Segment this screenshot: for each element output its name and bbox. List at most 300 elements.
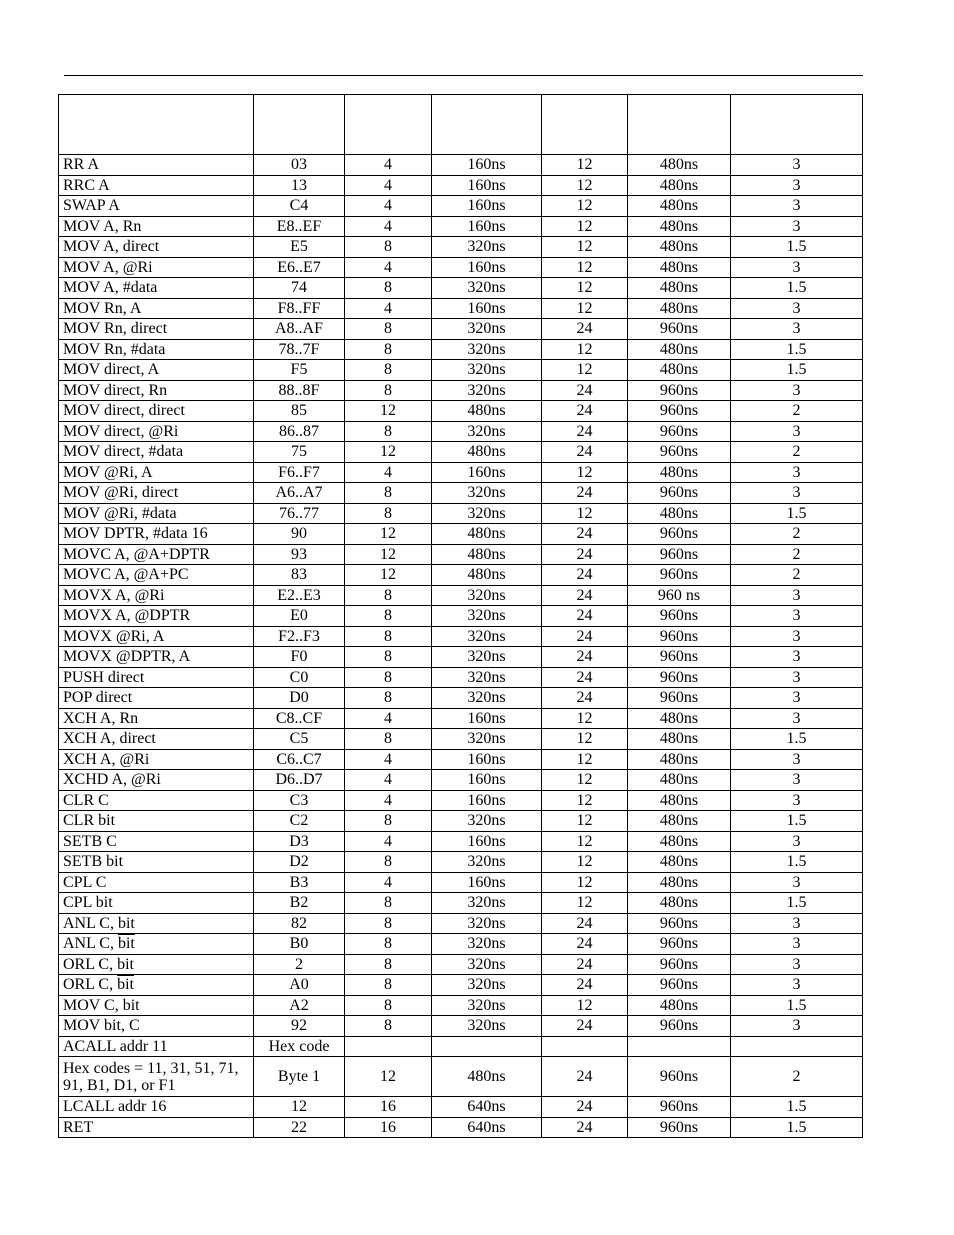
opcode-cell-text: F6..F7 bbox=[278, 463, 320, 481]
ratio-cell-text: 2 bbox=[792, 1068, 801, 1085]
ratio-cell-text: 3 bbox=[792, 156, 801, 174]
cycles-cell-text: 24 bbox=[576, 525, 593, 543]
time-cell-text: 480ns bbox=[659, 812, 699, 830]
opcode-cell bbox=[254, 360, 345, 381]
time-cell-text: 320ns bbox=[467, 976, 506, 994]
opcode-cell bbox=[254, 1016, 345, 1037]
mnemonic-cell bbox=[59, 872, 254, 893]
cycles-cell bbox=[542, 729, 628, 750]
time-cell bbox=[628, 1097, 731, 1118]
cycles-cell bbox=[542, 647, 628, 668]
cycles-cell-text: 4 bbox=[384, 832, 392, 850]
time-cell bbox=[432, 934, 542, 955]
ratio-cell-text: 2 bbox=[792, 525, 801, 543]
time-cell-text: 320ns bbox=[467, 484, 506, 502]
cycles-cell-text: 8 bbox=[384, 976, 392, 994]
ratio-cell bbox=[731, 831, 863, 852]
mnemonic-cell-text: MOV direct, direct bbox=[63, 402, 185, 420]
opcode-cell-text: C6..C7 bbox=[276, 750, 322, 768]
time-cell bbox=[628, 708, 731, 729]
mnemonic-cell bbox=[59, 257, 254, 278]
opcode-cell bbox=[254, 934, 345, 955]
ratio-cell bbox=[731, 1036, 863, 1057]
ratio-cell-text: 3 bbox=[792, 299, 801, 317]
mnemonic-cell bbox=[59, 1057, 254, 1097]
mnemonic-cell bbox=[59, 749, 254, 770]
mnemonic-cell-text: CLR C bbox=[63, 791, 109, 809]
time-cell-text: 480ns bbox=[659, 156, 699, 174]
opcode-cell-text: 83 bbox=[291, 566, 307, 584]
cycles-cell-text: 8 bbox=[384, 627, 392, 645]
time-cell-text: 480ns bbox=[659, 894, 699, 912]
opcode-cell bbox=[254, 606, 345, 627]
cycles-cell bbox=[542, 770, 628, 791]
cycles-cell-text: 4 bbox=[384, 258, 392, 276]
time-cell bbox=[628, 524, 731, 545]
opcode-cell bbox=[254, 872, 345, 893]
opcode-cell bbox=[254, 954, 345, 975]
cycles-cell-text: 12 bbox=[576, 258, 593, 276]
time-cell-text: 320ns bbox=[467, 320, 506, 338]
cycles-cell bbox=[542, 380, 628, 401]
opcode-cell bbox=[254, 1097, 345, 1118]
cycles-cell bbox=[542, 954, 628, 975]
time-cell bbox=[628, 729, 731, 750]
table-row bbox=[59, 913, 863, 934]
time-cell bbox=[432, 831, 542, 852]
mnemonic-cell-text: MOV A, #data bbox=[63, 279, 158, 297]
cycles-cell-text: 8 bbox=[384, 607, 392, 625]
time-cell-text: 640ns bbox=[467, 1118, 506, 1136]
cycles-cell-text: 24 bbox=[576, 668, 593, 686]
time-cell bbox=[432, 421, 542, 442]
table-row bbox=[59, 975, 863, 996]
time-cell-text: 320ns bbox=[467, 853, 506, 871]
time-cell bbox=[628, 380, 731, 401]
opcode-cell-text: E6..E7 bbox=[277, 258, 321, 276]
table-row bbox=[59, 175, 863, 196]
complement-bit-text: bit bbox=[117, 935, 135, 953]
cycles-cell bbox=[542, 544, 628, 565]
opcode-cell-text: Byte 1 bbox=[277, 1068, 321, 1085]
time-cell bbox=[628, 360, 731, 381]
cycles-cell-text: 12 bbox=[576, 873, 593, 891]
cycles-cell-text: 8 bbox=[384, 935, 392, 953]
time-cell-text: 480ns bbox=[659, 258, 699, 276]
time-cell-text: 960ns bbox=[659, 955, 699, 973]
table-row bbox=[59, 852, 863, 873]
cycles-cell bbox=[345, 278, 432, 299]
table-row bbox=[59, 770, 863, 791]
cycles-cell bbox=[542, 975, 628, 996]
time-cell-text: 320ns bbox=[467, 996, 506, 1014]
ratio-cell-text: 3 bbox=[792, 258, 801, 276]
time-cell bbox=[432, 298, 542, 319]
mnemonic-cell bbox=[59, 360, 254, 381]
opcode-cell-text: F5 bbox=[290, 361, 308, 379]
time-cell bbox=[628, 688, 731, 709]
table-row bbox=[59, 319, 863, 340]
opcode-cell-text: 88..8F bbox=[278, 381, 320, 399]
cycles-cell bbox=[345, 319, 432, 340]
time-cell bbox=[432, 852, 542, 873]
time-cell-text: 320ns bbox=[467, 422, 506, 440]
mnemonic-cell bbox=[59, 688, 254, 709]
opcode-cell-text: C0 bbox=[289, 668, 309, 686]
time-cell-text: 320ns bbox=[467, 279, 506, 297]
opcode-cell bbox=[254, 811, 345, 832]
ratio-cell bbox=[731, 1097, 863, 1118]
ratio-cell-text: 2 bbox=[792, 566, 801, 584]
cycles-cell bbox=[542, 155, 628, 176]
time-cell-text: 320ns bbox=[467, 935, 506, 953]
time-cell bbox=[432, 196, 542, 217]
time-cell-text: 480ns bbox=[659, 238, 699, 256]
opcode-cell-text: C5 bbox=[289, 730, 309, 748]
mnemonic-cell bbox=[59, 237, 254, 258]
time-cell bbox=[628, 667, 731, 688]
time-cell bbox=[628, 257, 731, 278]
mnemonic-cell bbox=[59, 913, 254, 934]
opcode-cell-text: 22 bbox=[291, 1118, 307, 1136]
cycles-cell bbox=[542, 565, 628, 586]
time-cell-text: 480ns bbox=[467, 566, 506, 584]
time-cell-text: 320ns bbox=[467, 894, 506, 912]
opcode-cell-text: 03 bbox=[291, 156, 307, 174]
ratio-cell-text: 1.5 bbox=[786, 238, 807, 256]
cycles-cell bbox=[542, 257, 628, 278]
cycles-cell-text: 24 bbox=[576, 1068, 593, 1085]
table-row bbox=[59, 380, 863, 401]
mnemonic-cell-text: POP direct bbox=[63, 689, 133, 707]
cycles-cell-text: 12 bbox=[380, 545, 396, 563]
cycles-cell bbox=[345, 770, 432, 791]
opcode-cell-text: C3 bbox=[289, 791, 309, 809]
time-cell-text: 640ns bbox=[467, 1098, 506, 1116]
opcode-cell bbox=[254, 216, 345, 237]
time-cell bbox=[432, 975, 542, 996]
mnemonic-cell bbox=[59, 442, 254, 463]
time-cell bbox=[628, 421, 731, 442]
mnemonic-cell-text: MOV @Ri, A bbox=[63, 463, 153, 481]
cycles-cell-text: 8 bbox=[384, 914, 392, 932]
cycles-cell-text: 12 bbox=[380, 402, 396, 420]
cycles-cell bbox=[542, 483, 628, 504]
ratio-cell-text: 3 bbox=[792, 955, 801, 973]
time-cell bbox=[628, 298, 731, 319]
opcode-cell-text: 12 bbox=[291, 1098, 307, 1116]
table-row bbox=[59, 401, 863, 422]
table-row bbox=[59, 790, 863, 811]
cycles-cell-text: 24 bbox=[576, 566, 593, 584]
table-row bbox=[59, 954, 863, 975]
ratio-cell bbox=[731, 1117, 863, 1138]
cycles-cell bbox=[345, 360, 432, 381]
mnemonic-cell-text: ANL C, bbox=[63, 935, 118, 953]
cycles-cell-text: 8 bbox=[384, 320, 392, 338]
time-cell-text: 480ns bbox=[659, 832, 699, 850]
cycles-cell bbox=[345, 421, 432, 442]
ratio-cell-text: 3 bbox=[792, 668, 801, 686]
time-cell-text: 320ns bbox=[467, 504, 506, 522]
time-cell bbox=[432, 155, 542, 176]
mnemonic-cell bbox=[59, 339, 254, 360]
opcode-cell-text: 74 bbox=[291, 279, 307, 297]
time-cell-text: 960ns bbox=[659, 914, 699, 932]
cycles-cell-text: 8 bbox=[384, 484, 392, 502]
time-cell bbox=[628, 483, 731, 504]
mnemonic-cell bbox=[59, 278, 254, 299]
table-row bbox=[59, 421, 863, 442]
cycles-cell-text: 4 bbox=[384, 197, 392, 215]
opcode-cell bbox=[254, 852, 345, 873]
cycles-cell-text: 24 bbox=[576, 381, 593, 399]
mnemonic-cell-text: CPL C bbox=[63, 873, 107, 891]
cycles-cell bbox=[345, 462, 432, 483]
mnemonic-cell bbox=[59, 503, 254, 524]
mnemonic-cell-text: SWAP A bbox=[63, 197, 120, 215]
time-cell bbox=[628, 585, 731, 606]
ratio-cell-text: 1.5 bbox=[786, 996, 807, 1014]
ratio-cell-text: 2 bbox=[792, 402, 801, 420]
opcode-cell-text: 75 bbox=[291, 443, 307, 461]
ratio-cell bbox=[731, 749, 863, 770]
mnemonic-cell bbox=[59, 729, 254, 750]
mnemonic-cell-text: CLR bit bbox=[63, 812, 116, 830]
cycles-cell-text: 8 bbox=[384, 689, 392, 707]
ratio-cell bbox=[731, 565, 863, 586]
cycles-cell bbox=[542, 872, 628, 893]
mnemonic-cell-text: PUSH direct bbox=[63, 668, 145, 686]
time-cell-text: 320ns bbox=[467, 1017, 506, 1035]
cycles-cell-text: 8 bbox=[384, 894, 392, 912]
time-cell bbox=[432, 1036, 542, 1057]
cycles-cell-text: 8 bbox=[384, 648, 392, 666]
time-cell bbox=[432, 462, 542, 483]
opcode-cell bbox=[254, 667, 345, 688]
time-cell-text: 320ns bbox=[467, 668, 506, 686]
mnemonic-cell-text: MOV @Ri, #data bbox=[63, 504, 177, 522]
cycles-cell-text: 24 bbox=[576, 1098, 593, 1116]
opcode-cell bbox=[254, 749, 345, 770]
mnemonic-cell bbox=[59, 995, 254, 1016]
opcode-cell bbox=[254, 319, 345, 340]
table-row bbox=[59, 155, 863, 176]
ratio-cell-text: 3 bbox=[792, 873, 801, 891]
opcode-cell bbox=[254, 175, 345, 196]
cycles-cell-text: 12 bbox=[576, 996, 593, 1014]
time-cell bbox=[628, 544, 731, 565]
cycles-cell bbox=[345, 565, 432, 586]
table-row bbox=[59, 544, 863, 565]
time-cell-text: 480ns bbox=[467, 443, 506, 461]
ratio-cell-text: 3 bbox=[792, 176, 801, 194]
time-cell-text: 480ns bbox=[659, 279, 699, 297]
mnemonic-cell bbox=[59, 893, 254, 914]
ratio-cell bbox=[731, 298, 863, 319]
mnemonic-cell-text: XCH A, direct bbox=[63, 730, 156, 748]
cycles-cell-text: 4 bbox=[384, 771, 392, 789]
cycles-cell bbox=[542, 319, 628, 340]
time-cell-text: 960ns bbox=[659, 648, 699, 666]
cycles-cell bbox=[542, 626, 628, 647]
ratio-cell-text: 1.5 bbox=[786, 1118, 807, 1136]
time-cell-text: 960ns bbox=[659, 320, 699, 338]
ratio-cell bbox=[731, 688, 863, 709]
table-row bbox=[59, 729, 863, 750]
ratio-cell bbox=[731, 811, 863, 832]
opcode-cell bbox=[254, 708, 345, 729]
ratio-cell-text: 3 bbox=[792, 1017, 801, 1035]
opcode-cell-text: B0 bbox=[289, 935, 309, 953]
mnemonic-cell-text: ORL C, bbox=[63, 976, 118, 994]
opcode-cell-text: D2 bbox=[289, 853, 309, 871]
time-cell bbox=[432, 749, 542, 770]
opcode-cell-text: A2 bbox=[289, 996, 309, 1014]
cycles-cell bbox=[542, 1036, 628, 1057]
cycles-cell bbox=[345, 975, 432, 996]
time-cell bbox=[432, 729, 542, 750]
time-cell bbox=[628, 196, 731, 217]
time-cell bbox=[432, 626, 542, 647]
mnemonic-cell bbox=[59, 811, 254, 832]
cycles-cell bbox=[345, 831, 432, 852]
ratio-cell-text: 3 bbox=[792, 217, 801, 235]
cycles-cell-text: 12 bbox=[576, 156, 593, 174]
ratio-cell-text: 3 bbox=[792, 976, 801, 994]
time-cell bbox=[628, 831, 731, 852]
ratio-cell-text: 2 bbox=[792, 443, 801, 461]
ratio-cell bbox=[731, 975, 863, 996]
mnemonic-cell bbox=[59, 565, 254, 586]
cycles-cell bbox=[542, 708, 628, 729]
time-cell-text: 960ns bbox=[659, 1098, 699, 1116]
table-row bbox=[59, 585, 863, 606]
mnemonic-cell-text: MOV A, Rn bbox=[63, 217, 142, 235]
mnemonic-cell bbox=[59, 1117, 254, 1138]
opcode-cell-text: 2 bbox=[295, 955, 303, 973]
cycles-cell bbox=[542, 606, 628, 627]
header-cell bbox=[628, 95, 731, 155]
table-row bbox=[59, 1117, 863, 1138]
time-cell bbox=[432, 585, 542, 606]
mnemonic-cell-text: MOV bit, C bbox=[63, 1017, 140, 1035]
ratio-cell-text: 3 bbox=[792, 197, 801, 215]
ratio-cell bbox=[731, 155, 863, 176]
mnemonic-cell bbox=[59, 831, 254, 852]
opcode-cell bbox=[254, 626, 345, 647]
time-cell-text: 960ns bbox=[659, 607, 699, 625]
table-row bbox=[59, 462, 863, 483]
table-row bbox=[59, 565, 863, 586]
mnemonic-cell bbox=[59, 421, 254, 442]
table-row bbox=[59, 934, 863, 955]
ratio-cell bbox=[731, 196, 863, 217]
ratio-cell bbox=[731, 360, 863, 381]
time-cell bbox=[432, 1117, 542, 1138]
cycles-cell bbox=[345, 483, 432, 504]
time-cell-text: 480ns bbox=[659, 176, 699, 194]
time-cell bbox=[432, 565, 542, 586]
opcode-cell bbox=[254, 975, 345, 996]
time-cell bbox=[432, 237, 542, 258]
time-cell-text: 960ns bbox=[659, 627, 699, 645]
cycles-cell bbox=[345, 708, 432, 729]
cycles-cell-text: 4 bbox=[384, 463, 392, 481]
opcode-cell-text: 76..77 bbox=[279, 504, 319, 522]
ratio-cell-text: 3 bbox=[792, 381, 801, 399]
time-cell-text: 960 ns bbox=[657, 586, 701, 604]
mnemonic-cell-text: RR A bbox=[63, 156, 100, 174]
cycles-cell bbox=[542, 831, 628, 852]
ratio-cell bbox=[731, 483, 863, 504]
time-cell-text: 160ns bbox=[467, 709, 506, 727]
opcode-cell bbox=[254, 442, 345, 463]
cycles-cell-text: 12 bbox=[380, 566, 396, 584]
time-cell bbox=[628, 872, 731, 893]
cycles-cell bbox=[542, 442, 628, 463]
cycles-cell-text: 12 bbox=[380, 525, 396, 543]
header-rule bbox=[64, 75, 863, 76]
ratio-cell bbox=[731, 708, 863, 729]
time-cell bbox=[432, 503, 542, 524]
ratio-cell bbox=[731, 913, 863, 934]
time-cell bbox=[628, 237, 731, 258]
mnemonic-cell bbox=[59, 954, 254, 975]
cycles-cell bbox=[542, 175, 628, 196]
cycles-cell-text: 24 bbox=[576, 545, 593, 563]
cycles-cell-text: 24 bbox=[576, 402, 593, 420]
mnemonic-cell-text: CPL bit bbox=[63, 894, 113, 912]
time-cell-text: 960ns bbox=[659, 525, 699, 543]
cycles-cell bbox=[542, 360, 628, 381]
mnemonic-cell bbox=[59, 196, 254, 217]
mnemonic-cell-text: RET bbox=[63, 1118, 94, 1136]
ratio-cell-text: 3 bbox=[792, 914, 801, 932]
opcode-cell bbox=[254, 1117, 345, 1138]
opcode-cell bbox=[254, 831, 345, 852]
cycles-cell bbox=[542, 298, 628, 319]
opcode-cell bbox=[254, 524, 345, 545]
table-row bbox=[59, 360, 863, 381]
opcode-cell bbox=[254, 585, 345, 606]
cycles-cell-text: 24 bbox=[576, 586, 593, 604]
time-cell-text: 160ns bbox=[467, 299, 506, 317]
time-cell bbox=[432, 1057, 542, 1097]
cycles-cell-text: 24 bbox=[576, 1118, 593, 1136]
cycles-cell-text: 8 bbox=[384, 586, 392, 604]
cycles-cell-text: 12 bbox=[576, 750, 593, 768]
mnemonic-cell-text: LCALL addr 16 bbox=[63, 1098, 167, 1116]
cycles-cell-text: 12 bbox=[576, 771, 593, 789]
mnemonic-cell-text: MOVC A, @A+DPTR bbox=[63, 545, 210, 563]
opcode-cell-text: F8..FF bbox=[277, 299, 321, 317]
cycles-cell bbox=[345, 872, 432, 893]
cycles-cell-text: 8 bbox=[384, 238, 392, 256]
header-cell bbox=[59, 95, 254, 155]
mnemonic-cell-text: XCH A, Rn bbox=[63, 709, 139, 727]
mnemonic-cell-text: MOVX A, @Ri bbox=[63, 586, 165, 604]
time-cell-text: 960ns bbox=[659, 1118, 699, 1136]
mnemonic-cell bbox=[59, 524, 254, 545]
mnemonic-cell-text: MOV direct, #data bbox=[63, 443, 184, 461]
time-cell-text: 480ns bbox=[467, 1068, 506, 1085]
opcode-cell bbox=[254, 1057, 345, 1097]
time-cell-text: 160ns bbox=[467, 771, 506, 789]
time-cell bbox=[628, 565, 731, 586]
mnemonic-cell-text: MOV A, @Ri bbox=[63, 258, 153, 276]
opcode-cell-text: 82 bbox=[291, 914, 307, 932]
